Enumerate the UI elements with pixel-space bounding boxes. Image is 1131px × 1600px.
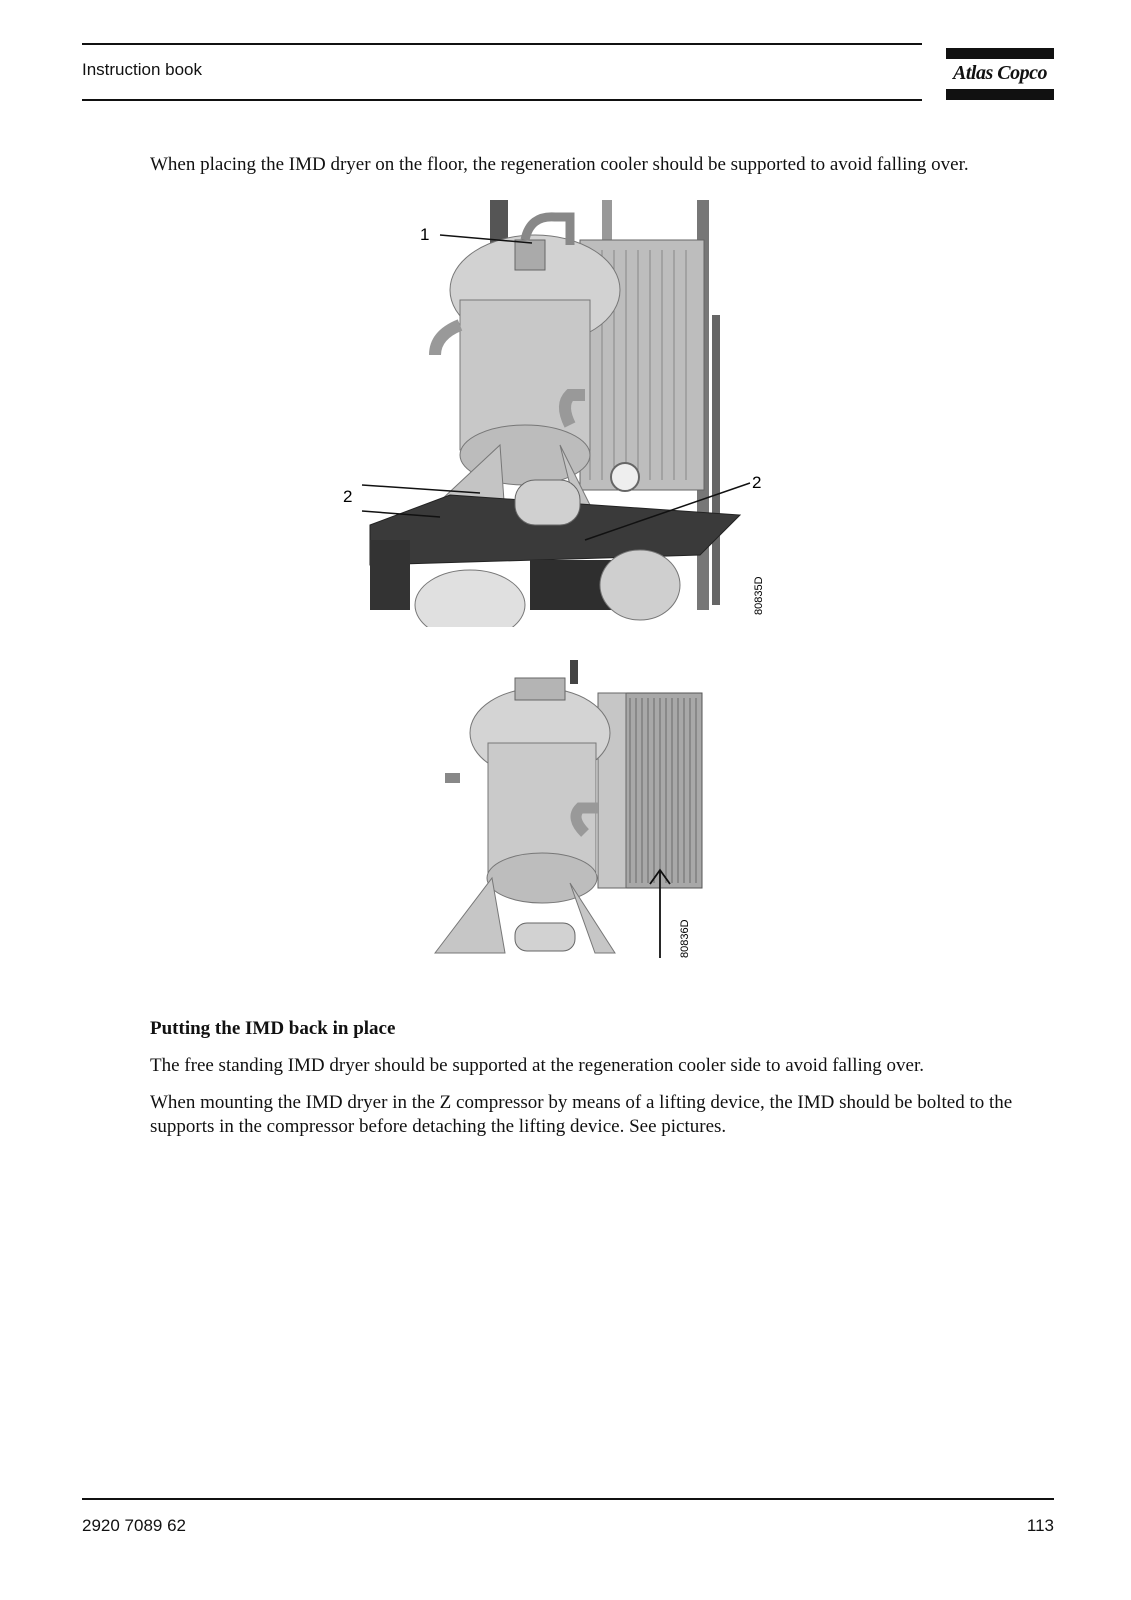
document-number: 2920 7089 62 (82, 1516, 186, 1535)
intro-paragraph: When placing the IMD dryer on the floor, the regeneration cooler should be supported to avoid falling over. (150, 154, 969, 175)
callout-label-1: 1 (420, 225, 430, 244)
figure-imd-dryer-free-standing (420, 658, 720, 978)
imd-dryer-standalone-illustration (420, 658, 720, 978)
figure1-code: 80835D (753, 576, 765, 615)
atlas-copco-logo: Atlas Copco (946, 48, 1054, 100)
callout-label-2-right: 2 (752, 473, 762, 492)
paragraph-free-standing: The free standing IMD dryer should be supported at the regeneration cooler side to avoid falling over. (150, 1055, 925, 1076)
header-bottom-rule (82, 99, 922, 101)
section-heading: Putting the IMD back in place (150, 1018, 396, 1039)
callout-label-2-left: 2 (343, 487, 353, 506)
figure-imd-dryer-in-compressor (340, 195, 780, 627)
paragraph-mounting: When mounting the IMD dryer in the Z compressor by means of a lifting device, the IMD should be bolted to the supports in the compressor before detaching the lifting device. See pictures. (150, 1092, 1013, 1137)
imd-dryer-compressor-illustration (340, 195, 780, 627)
footer-rule (82, 1498, 1054, 1500)
header-title: Instruction book (82, 60, 203, 79)
header-top-rule (82, 43, 922, 45)
page-number: 113 (1026, 1516, 1054, 1535)
figure2-code: 80836D (679, 919, 691, 958)
